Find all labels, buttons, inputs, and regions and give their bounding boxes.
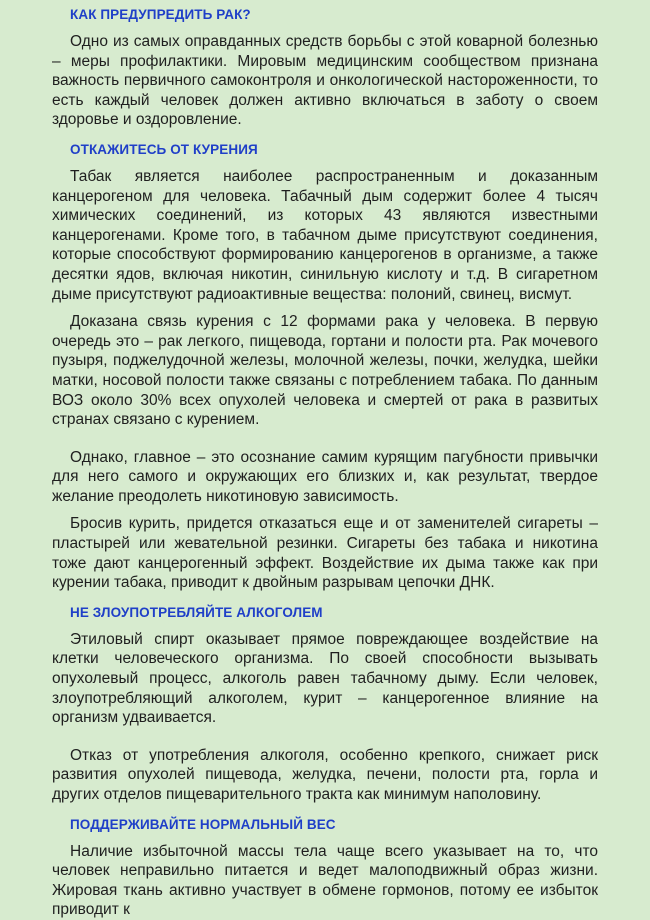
section-heading-prevent-cancer: КАК ПРЕДУПРЕДИТЬ РАК? <box>70 7 251 22</box>
section-heading-alcohol: НЕ ЗЛОУПОТРЕБЛЯЙТЕ АЛКОГОЛЕМ <box>70 604 323 620</box>
section-heading-quit-smoking: ОТКАЖИТЕСЬ ОТ КУРЕНИЯ <box>70 141 258 157</box>
paragraph-ethanol-damage: Этиловый спирт оказывает прямое повреждающее воздействие на клетки человеческого организма. По своей способности вызывать опухолевый процесс, алкоголь равен табачному дыму. Если человек, злоупотребляющий алкоголем, курит – канцерогенное влияние на организм удваивается. <box>52 630 598 727</box>
paragraph-awareness: Однако, главное – это осознание самим курящим пагубности привычки для него самого и окружающих его близких и, как результат, твердое желание преодолеть никотиновую зависимость. <box>52 448 598 505</box>
paragraph-prevention-intro: Одно из самых оправданных средств борьбы с этой коварной болезнью – меры профилактики. Мировым медицинским сообществом признана важность первичного самоконтроля и онкологической настороженности, то есть каждый человек должен активно включаться в заботу о своем здоровье и оздоровление. <box>52 33 598 129</box>
paragraph-tobacco-carcinogen: Табак является наиболее распространенным и доказанным канцерогеном для человека. Табачный дым содержит более 4 тысяч химических соединений, из которых 43 являются известными канцерогенами. Кроме того, в табачном дыме присутствуют соединения, которые способствуют формированию канцерогенов в организме, а также десятки ядов, включая никотин, синильную кислоту и т.д. В сигаретном дыме присутствуют радиоактивные вещества: полоний, свинец, висмут. <box>52 167 598 303</box>
paragraph-excess-weight: Наличие избыточной массы тела чаще всего указывает на то, что человек неправильно питается и ведет малоподвижный образ жизни. Жировая ткань активно участвует в обмене гормонов, потому ее избыток приводит к <box>52 842 598 919</box>
paragraph-alcohol-refusal: Отказ от употребления алкоголя, особенно крепкого, снижает риск развития опухолей пищевода, желудка, печени, полости рта, горла и других отделов пищеварительного тракта как минимум наполовину. <box>52 746 598 803</box>
paragraph-smoking-cancer-forms: Доказана связь курения с 12 формами рака у человека. В первую очередь это – рак легкого, пищевода, гортани и полости рта. Рак мочевого пузыря, поджелудочной железы, молочной железы, почки, желудка, шейки матки, носовой полости также связаны с потреблением табака. По данным ВОЗ около 30% всех опухолей человека и смертей от рака в развитых странах связано с курением. <box>52 313 598 429</box>
paragraph-substitutes: Бросив курить, придется отказаться еще и от заменителей сигареты – пластырей или жевательной резинки. Сигареты без табака и никотина тоже дают канцерогенный эффект. Воздействие их дыма также как при курении табака, приводит к двойным разрывам цепочки ДНК. <box>52 515 598 592</box>
section-heading-normal-weight: ПОДДЕРЖИВАЙТЕ НОРМАЛЬНЫЙ ВЕС <box>70 816 336 832</box>
